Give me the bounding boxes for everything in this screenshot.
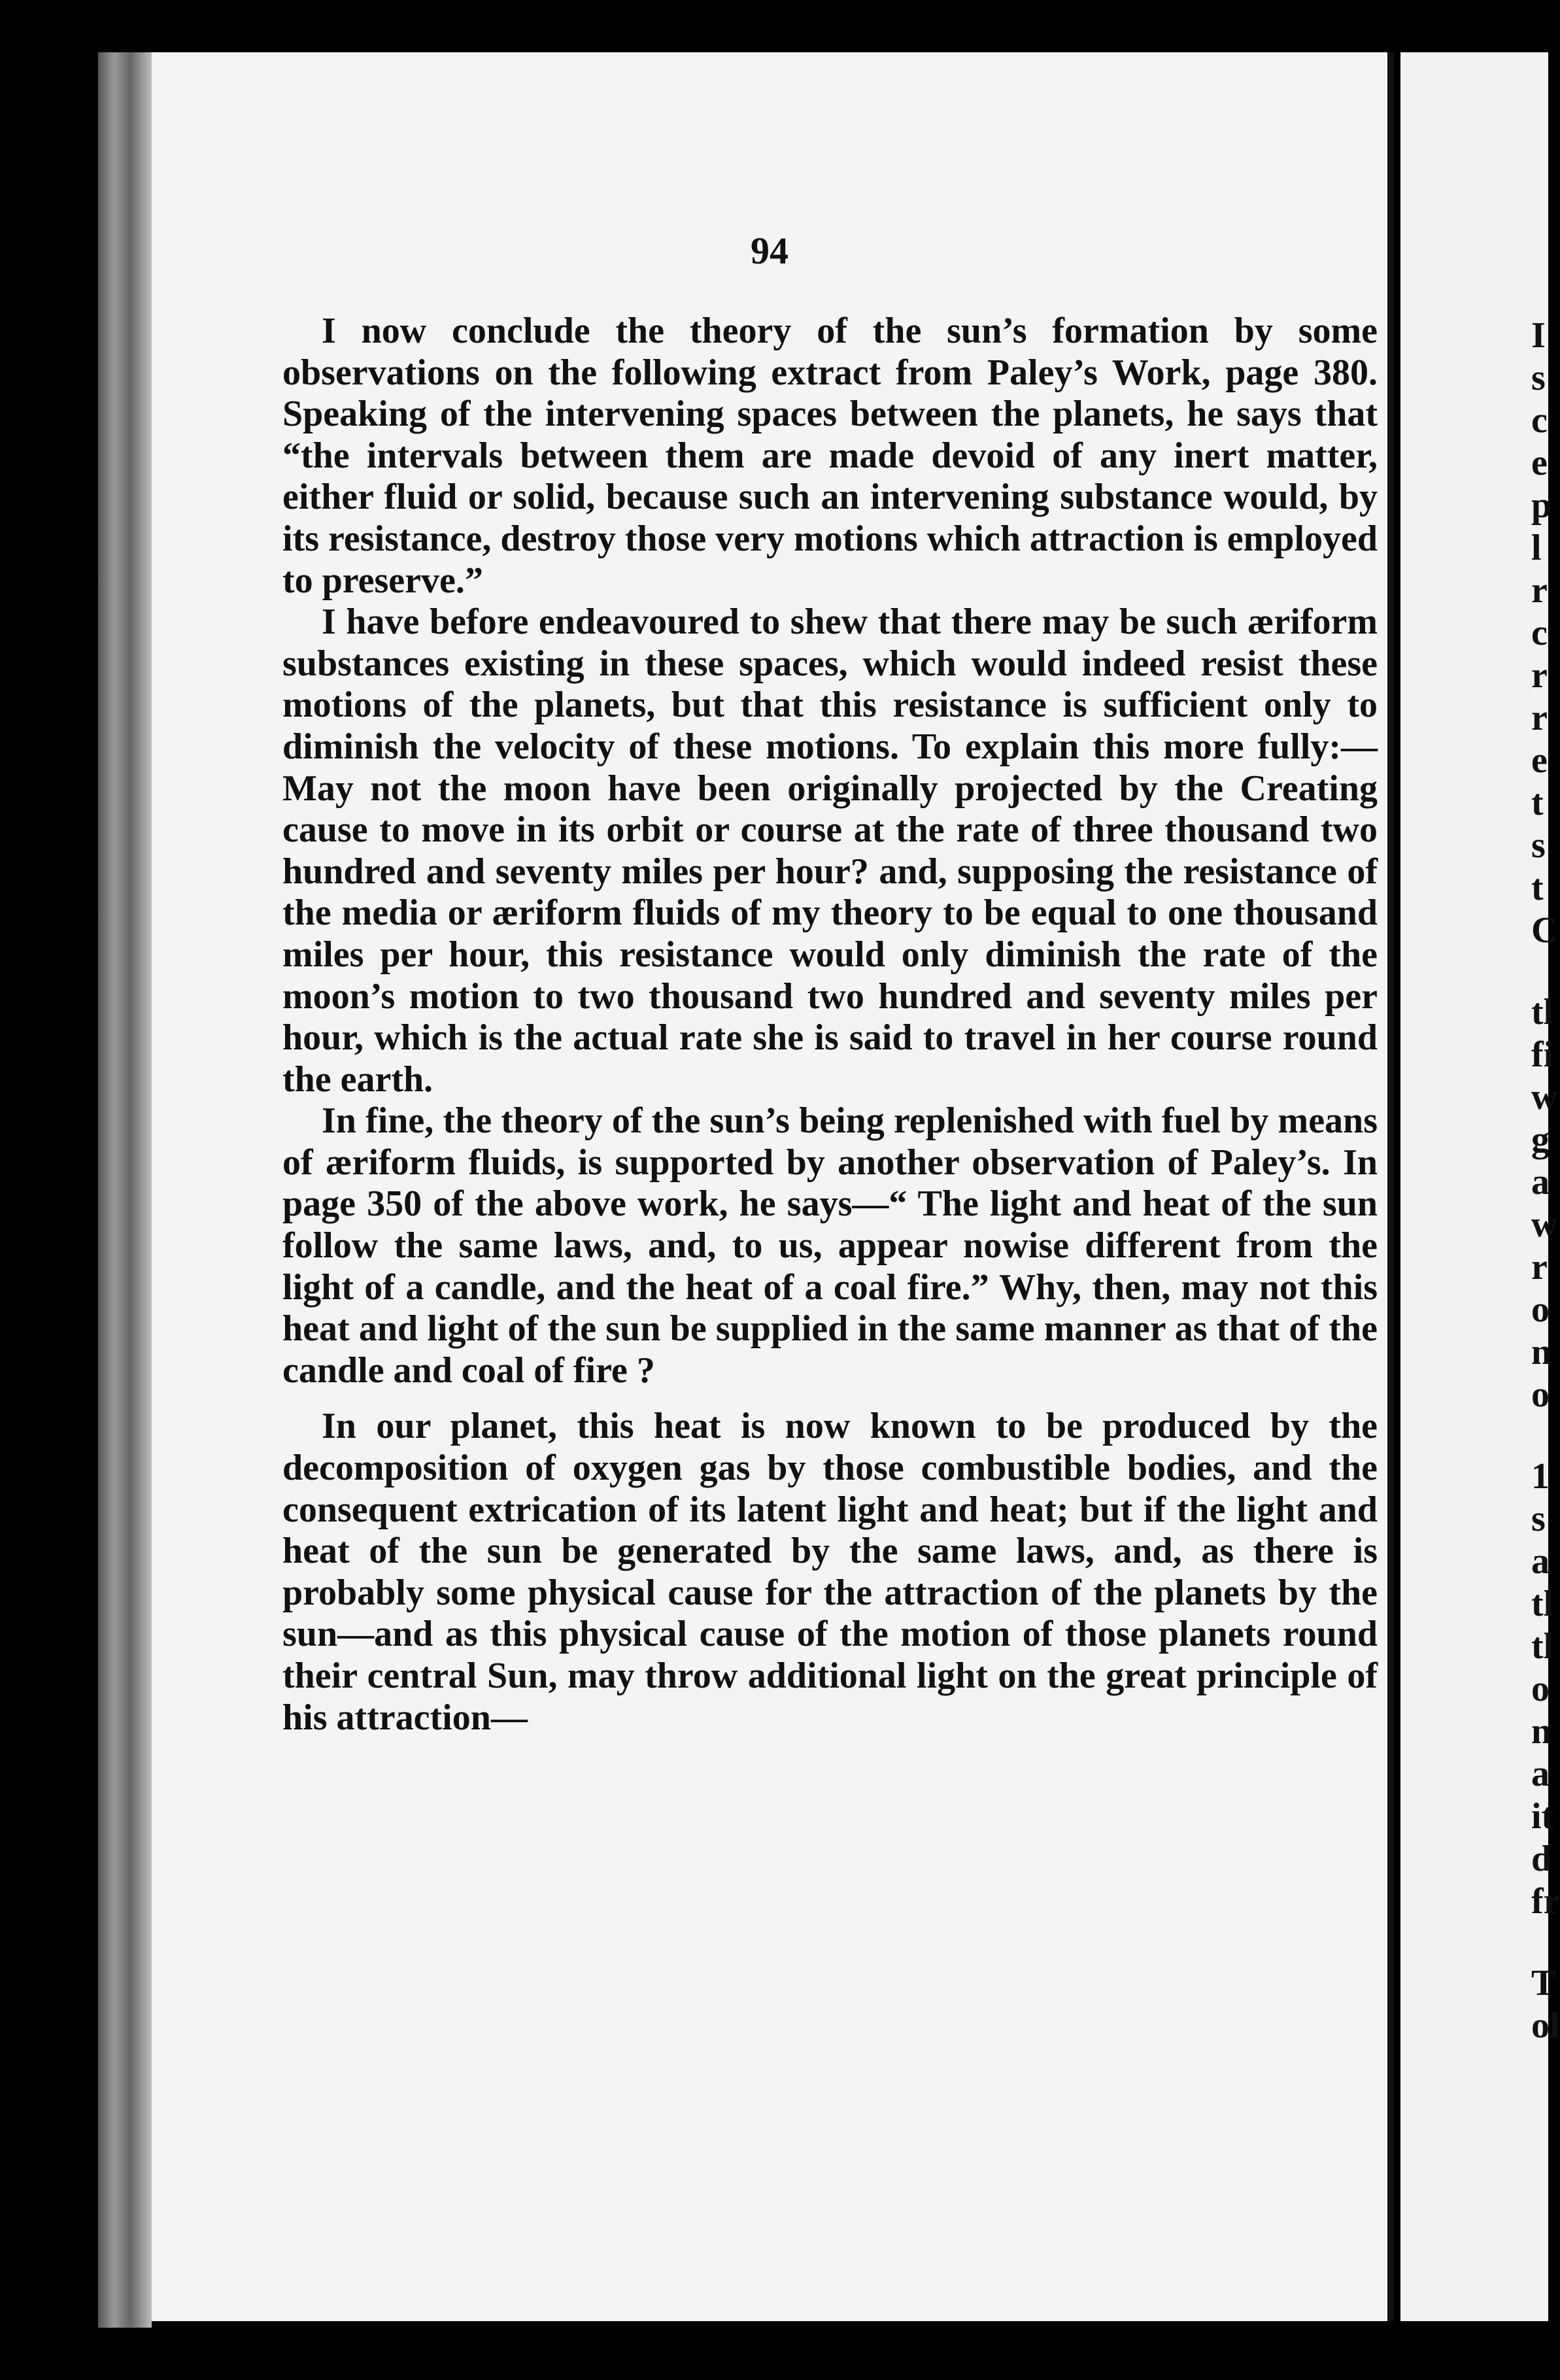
adjacent-fragment: l (1531, 528, 1542, 568)
adjacent-fragment: e (1531, 443, 1548, 483)
adjacent-fragment: fi (1531, 1034, 1554, 1075)
body-text (282, 311, 1378, 1739)
adjacent-fragment: r (1531, 1247, 1548, 1287)
adjacent-fragment: C (1531, 910, 1558, 951)
adjacent-fragment: I (1531, 315, 1546, 356)
adjacent-fragment: n (1531, 1711, 1552, 1752)
page-number: 94 (751, 230, 788, 272)
adjacent-fragment: r (1531, 570, 1548, 611)
adjacent-fragment: d (1531, 1839, 1552, 1879)
adjacent-fragment: o (1531, 1669, 1550, 1709)
adjacent-fragment: it (1531, 1796, 1554, 1837)
adjacent-fragment: p (1531, 485, 1552, 526)
adjacent-fragment: t (1531, 868, 1544, 908)
paragraph-1: I now conclude the theory of the sun’s formation by some observations on the following extract from Paley’s Work, page 380. Speaking of the intervening spaces between the planets, he says that “the intervals between them are made devoid of any inert matter, either fluid or solid, because such an intervening substance would, by its resistance, destroy those very motions which attraction is employed to preserve.” (282, 311, 1378, 601)
adjacent-fragment: tl (1531, 992, 1554, 1032)
adjacent-fragment: c (1531, 613, 1548, 653)
adjacent-fragment: a (1531, 1754, 1550, 1794)
paragraph-4: In our planet, this heat is now known to be produced by the decomposition of oxygen gas by those combustible bodies, and the consequent extrication of its latent light and heat; but if the light and heat of the sun be generated by the same laws, and, as there is probably some physical cause for the attraction of the planets by the sun—and as this physical cause of the motion of those planets round their central Sun, may throw additional light on the great principle of his attraction— (282, 1406, 1378, 1738)
adjacent-fragment: r (1531, 698, 1548, 738)
adjacent-fragment: tl (1531, 1626, 1554, 1667)
adjacent-fragment: r (1531, 655, 1548, 696)
adjacent-fragment: 1 (1531, 1456, 1550, 1497)
book-spine (98, 52, 152, 2328)
adjacent-fragment: c (1531, 400, 1548, 441)
adjacent-fragment: s (1531, 358, 1546, 398)
paragraph-3: In fine, the theory of the sun’s being replenished with fuel by means of æriform fluids, is supported by another observation of Paley’s. In page 350 of the above work, he says—“ The light and heat of the sun follow the same laws, and, to us, appear nowise different from the light of a candle, and the heat of a coal fire.” Why, then, may not this heat and light of the sun be supplied in the same manner as that of the candle and coal of fire ? (282, 1100, 1378, 1391)
adjacent-fragment: w (1531, 1077, 1558, 1117)
book-page (152, 52, 1394, 2321)
adjacent-fragment: a (1531, 1162, 1550, 1202)
adjacent-fragment: s (1531, 1499, 1546, 1539)
adjacent-fragment: e (1531, 740, 1548, 781)
adjacent-fragment: a (1531, 1541, 1550, 1582)
adjacent-fragment: t (1531, 783, 1544, 823)
adjacent-fragment: fr (1531, 1881, 1560, 1922)
adjacent-fragment: tl (1531, 1584, 1554, 1624)
adjacent-fragment: g (1531, 1119, 1550, 1160)
adjacent-fragment: ol (1531, 2005, 1560, 2046)
adjacent-fragment: o (1531, 1289, 1550, 1330)
adjacent-fragment: w (1531, 1204, 1558, 1245)
adjacent-fragment: n (1531, 1332, 1552, 1372)
paragraph-2: I have before endeavoured to shew that there may be such æriform substances existing in these spaces, which would indeed resist these motions of the planets, but that this resistance is sufficient only to diminish the velocity of these motions. To explain this more fully:—May not the moon have been originally projected by the Creating cause to move in its orbit or course at the rate of three thousand two hundred and seventy miles per hour? and, supposing the resistance of the media or æriform fluids of my theory to be equal to one thousand miles per hour, this resistance would only diminish the rate of the moon’s motion to two thousand two hundred and seventy miles per hour, which is the actual rate she is said to travel in her course round the earth. (282, 602, 1378, 1100)
adjacent-fragment: T (1531, 1963, 1556, 2003)
adjacent-fragment: o (1531, 1374, 1550, 1415)
adjacent-page-edge (1400, 52, 1560, 2321)
adjacent-fragment: s (1531, 825, 1546, 866)
